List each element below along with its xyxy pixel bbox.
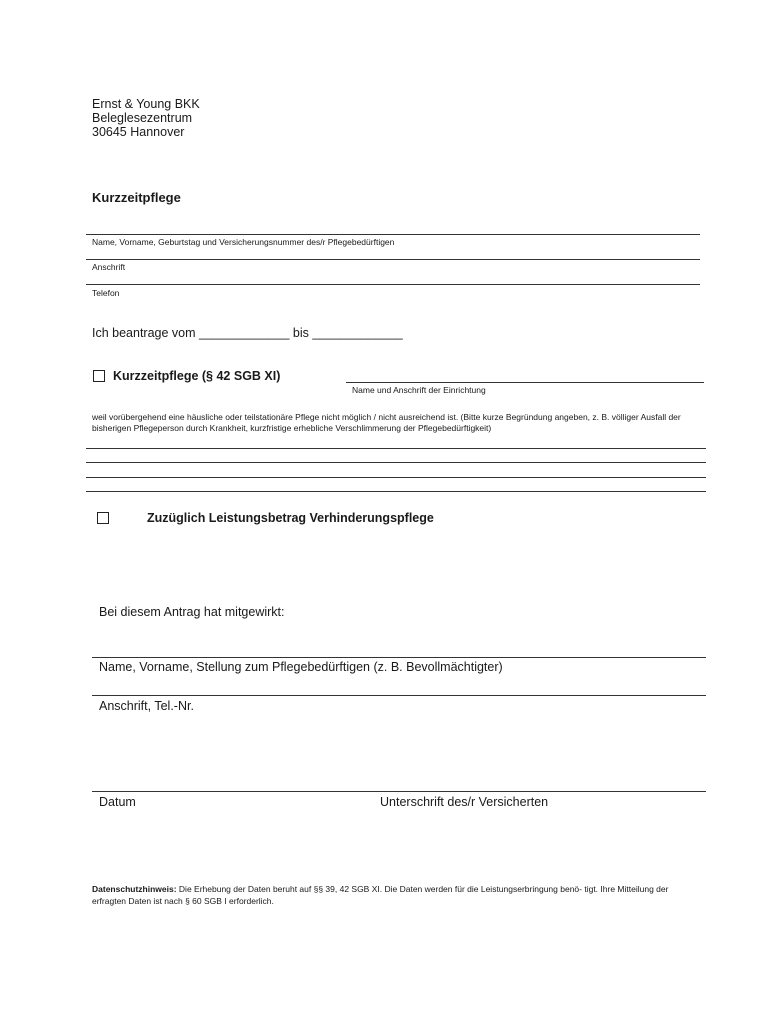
verhinderungspflege-label: Zuzüglich Leistungsbetrag Verhinderungspflege — [147, 511, 434, 525]
address-field-line[interactable] — [86, 259, 700, 260]
date-to-field[interactable]: _____________ — [312, 326, 403, 340]
address-line-3: 30645 Hannover — [92, 125, 185, 139]
kurzzeitpflege-label: Kurzzeitpflege (§ 42 SGB XI) — [113, 369, 281, 383]
facility-field-line[interactable] — [346, 382, 704, 383]
request-text-before: Ich beantrage vom — [92, 326, 196, 340]
reason-instructions: weil vorübergehend eine häusliche oder teilstationäre Pflege nicht möglich / nicht ausreichend ist. (Bitte kurze Begründung angeben, z. B. völliger Ausfall der bisherigen Pflegeperson durch Krankheit, kurzfristige erhebliche Verschlimmerung der Pflegebedürftigkeit) — [92, 412, 681, 433]
name-field-line[interactable] — [86, 234, 700, 235]
privacy-heading: Datenschutzhinweis: — [92, 884, 177, 894]
verhinderungspflege-checkbox[interactable] — [97, 512, 109, 524]
name-field-label: Name, Vorname, Geburtstag und Versicherungsnummer des/r Pflegebedürftigen — [92, 237, 395, 247]
request-line — [92, 326, 403, 340]
phone-field-line[interactable] — [86, 284, 700, 285]
privacy-notice — [92, 884, 702, 907]
facility-field-label: Name und Anschrift der Einrichtung — [352, 385, 486, 395]
form-title: Kurzzeitpflege — [92, 190, 181, 205]
phone-field-label: Telefon — [92, 288, 120, 298]
participation-heading: Bei diesem Antrag hat mitgewirkt: — [99, 605, 285, 619]
participant-address-label: Anschrift, Tel.-Nr. — [99, 699, 194, 713]
kurzzeitpflege-checkbox[interactable] — [93, 370, 105, 382]
participant-name-line[interactable] — [92, 657, 706, 658]
signature-line[interactable] — [92, 791, 706, 792]
reason-line-3[interactable] — [86, 477, 706, 478]
date-from-field[interactable]: _____________ — [199, 326, 290, 340]
recipient-address — [92, 97, 200, 139]
participant-address-line[interactable] — [92, 695, 706, 696]
reason-line-4[interactable] — [86, 491, 706, 492]
signature-label: Unterschrift des/r Versicherten — [380, 795, 549, 809]
address-line-1: Ernst & Young BKK — [92, 97, 200, 111]
date-label: Datum — [99, 795, 136, 809]
request-text-mid: bis — [292, 326, 309, 340]
reason-line-2[interactable] — [86, 462, 706, 463]
reason-line-1[interactable] — [86, 448, 706, 449]
address-line-2: Beleglesezentrum — [92, 111, 193, 125]
privacy-text: Die Erhebung der Daten beruht auf §§ 39, 42 SGB XI. Die Daten werden für die Leistungserbringung benö- tigt. Ihre Mitteilung der erfragten Daten ist nach § 60 SGB I erforderlich. — [92, 884, 669, 906]
address-field-label: Anschrift — [92, 262, 126, 272]
participant-name-label: Name, Vorname, Stellung zum Pflegebedürftigen (z. B. Bevollmächtigter) — [99, 660, 503, 674]
